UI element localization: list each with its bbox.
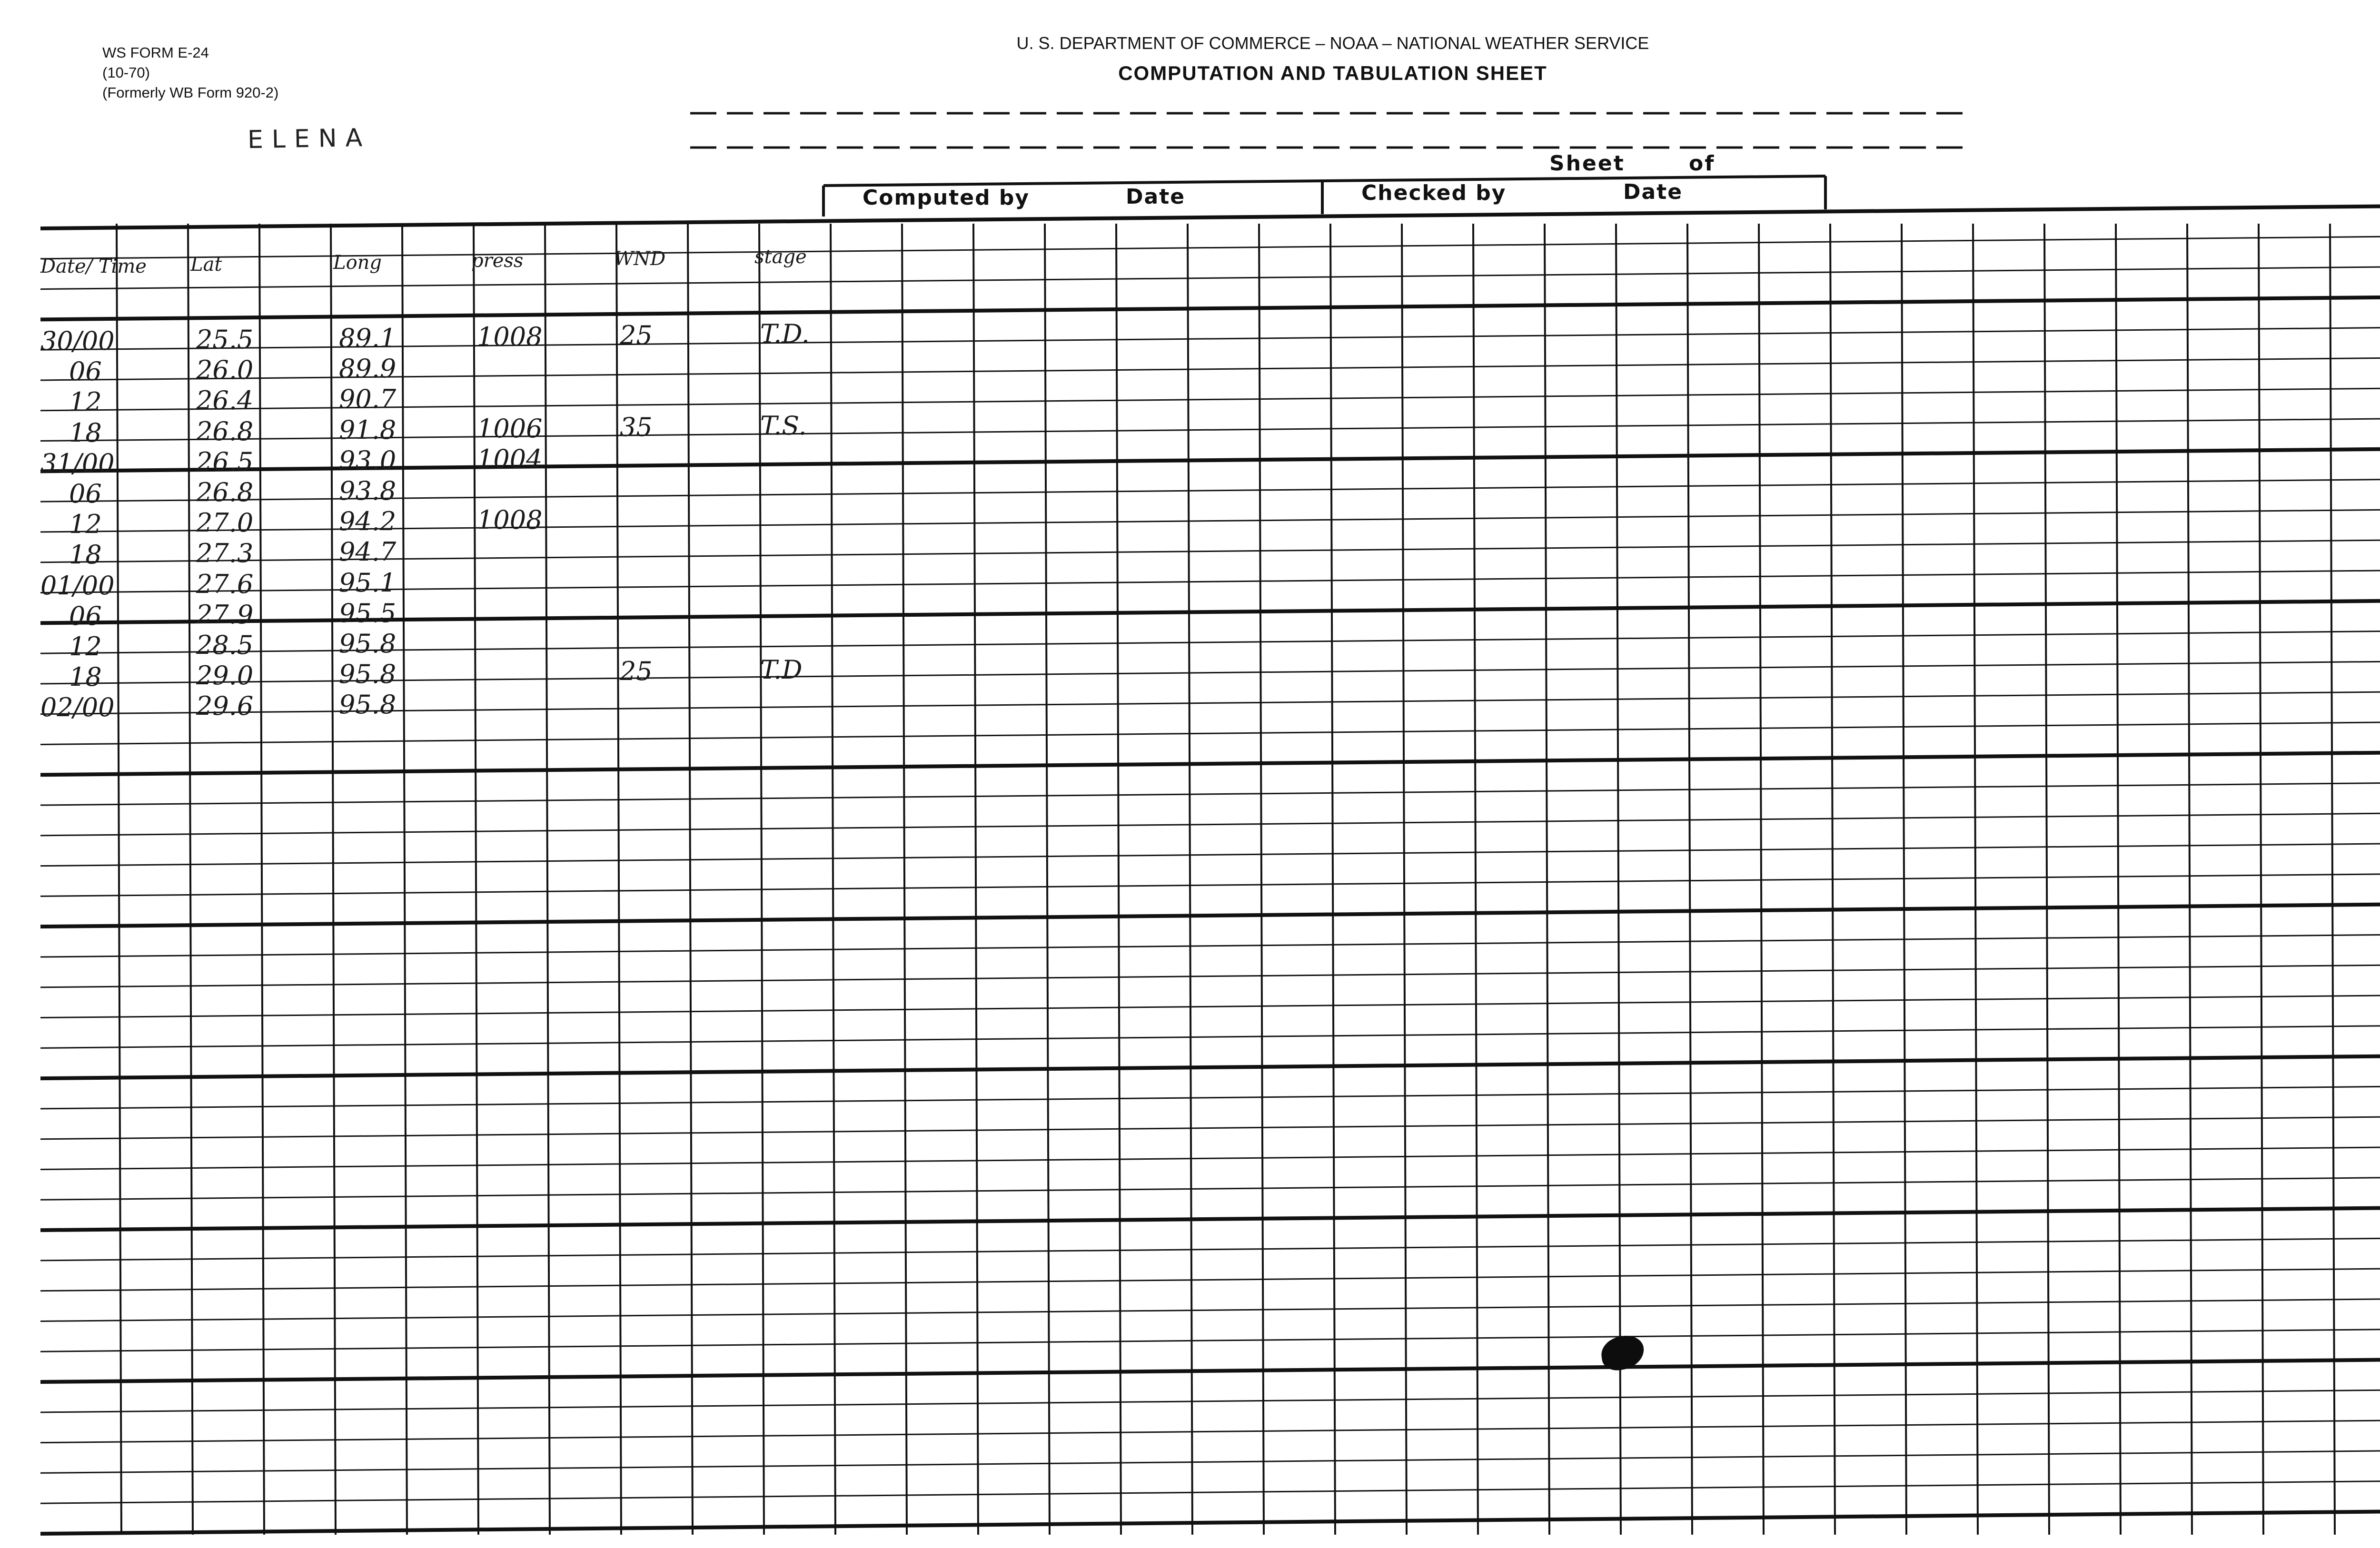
grid-rule xyxy=(40,995,2380,1018)
grid-rule xyxy=(40,965,2380,987)
cell-lon: 89.9 xyxy=(339,354,397,384)
cell-time: 12 xyxy=(69,509,102,540)
form-number: WS FORM E-24 xyxy=(102,44,209,61)
header-wind: WND xyxy=(614,248,666,270)
computed-date-label: Date xyxy=(1126,185,1186,209)
grid-column-line xyxy=(1188,224,1192,1535)
cell-lon: 95.8 xyxy=(339,659,397,690)
grid-rule xyxy=(40,1116,2380,1139)
cell-lat: 26.0 xyxy=(196,355,254,385)
grid-column-line xyxy=(973,224,978,1535)
grid-rule xyxy=(40,1025,2380,1048)
grid-rule xyxy=(40,843,2380,866)
cell-press: 1006 xyxy=(477,413,543,444)
cell-lon: 91.8 xyxy=(339,414,397,445)
cell-lat: 27.9 xyxy=(196,599,254,630)
cell-time: 01/00 xyxy=(40,570,115,601)
cell-press: 1004 xyxy=(477,444,543,474)
grid-rule xyxy=(40,1298,2380,1321)
cell-lat: 25.5 xyxy=(196,325,254,355)
grid-column-line xyxy=(1973,224,1978,1535)
cell-lat: 28.5 xyxy=(196,630,254,660)
grid-column-line xyxy=(331,224,336,1535)
cell-press: 1008 xyxy=(477,322,543,352)
grid-column-line xyxy=(831,224,835,1535)
cell-time: 18 xyxy=(69,417,102,448)
header-press: press xyxy=(471,250,524,272)
cell-wind: 25 xyxy=(620,320,653,350)
cell-time: 06 xyxy=(69,356,102,387)
grid-rule xyxy=(40,1086,2380,1109)
grid-rule xyxy=(40,1420,2380,1443)
form-edition: (10-70) xyxy=(102,64,150,81)
cell-lat: 26.8 xyxy=(196,477,254,507)
grid-column-line xyxy=(1687,224,1692,1535)
cell-lon: 89.1 xyxy=(339,323,397,353)
grid-rule-heavy xyxy=(40,904,2380,927)
grid-rule-heavy xyxy=(40,752,2380,775)
sheet-title: COMPUTATION AND TABULATION SHEET xyxy=(1118,62,1547,84)
storm-name: ELENA xyxy=(247,123,371,155)
header-long: Long xyxy=(333,252,382,274)
grid-column-line xyxy=(688,224,693,1535)
sheet-label: Sheet xyxy=(1549,151,1625,176)
grid-rule xyxy=(40,721,2380,744)
grid-rule xyxy=(40,1329,2380,1351)
grid-rule xyxy=(40,1268,2380,1291)
form-formerly: (Formerly WB Form 920-2) xyxy=(102,84,279,101)
cell-time: 06 xyxy=(69,479,102,509)
cell-press: 1008 xyxy=(477,505,543,535)
agency-line: U. S. DEPARTMENT OF COMMERCE – NOAA – NATIONAL WEATHER SERVICE xyxy=(1016,33,1649,53)
grid-rule xyxy=(40,1480,2380,1503)
grid-column-line xyxy=(545,224,550,1535)
cell-lon: 93.0 xyxy=(339,445,397,475)
cell-time: 12 xyxy=(69,387,102,417)
grid-rule xyxy=(40,1177,2380,1200)
cell-stage: T.D. xyxy=(760,319,810,349)
grid-column-line xyxy=(1259,224,1264,1535)
grid-column-line xyxy=(259,224,264,1535)
grid-column-line xyxy=(902,224,907,1535)
cell-lat: 27.3 xyxy=(196,538,254,569)
grid-rule xyxy=(40,782,2380,805)
cell-time: 02/00 xyxy=(40,692,115,723)
cell-lat: 27.6 xyxy=(196,569,254,599)
cell-lon: 95.8 xyxy=(339,690,397,720)
computed-by-label: Computed by xyxy=(863,186,1030,210)
cell-lat: 29.6 xyxy=(196,691,254,721)
cell-stage: T.S. xyxy=(760,410,807,441)
signoff-box-top xyxy=(823,176,1825,186)
grid-rule xyxy=(40,1390,2380,1412)
grid-rule-heavy xyxy=(40,206,2380,228)
grid-rule xyxy=(40,236,2380,259)
cell-lon: 94.7 xyxy=(339,537,397,567)
cell-time: 31/00 xyxy=(40,448,115,478)
checked-by-label: Checked by xyxy=(1361,181,1507,205)
grid-column-line xyxy=(2116,224,2121,1535)
cell-lat: 29.0 xyxy=(196,661,254,691)
cell-lon: 95.8 xyxy=(339,629,397,659)
grid-column-line xyxy=(402,224,407,1535)
cell-time: 18 xyxy=(69,662,102,692)
cell-lat: 26.8 xyxy=(196,416,254,446)
header-lat: Lat xyxy=(190,254,222,276)
grid-rule-heavy xyxy=(40,1511,2380,1534)
grid-column-line xyxy=(2044,224,2049,1535)
sheet-of-label: of xyxy=(1689,151,1716,176)
grid-rule xyxy=(40,266,2380,289)
grid-rule-heavy xyxy=(40,1207,2380,1230)
grid-rule xyxy=(40,934,2380,957)
cell-lon: 93.8 xyxy=(339,476,397,506)
grid-column-line xyxy=(1045,224,1050,1535)
cell-time: 06 xyxy=(69,601,102,631)
cell-lon: 95.1 xyxy=(339,567,397,598)
grid-rule xyxy=(40,1147,2380,1170)
grid-rule-heavy xyxy=(40,1359,2380,1382)
cell-wind: 25 xyxy=(620,656,653,687)
grid-column-line xyxy=(1759,224,1764,1535)
grid-column-line xyxy=(1116,224,1121,1535)
header-date-time: Date/ Time xyxy=(40,256,147,277)
grid-rule-heavy xyxy=(40,296,2380,319)
grid-column-line xyxy=(117,224,121,1535)
grid-column-line xyxy=(2330,224,2335,1535)
cell-wind: 35 xyxy=(620,412,653,442)
cell-stage: T.D xyxy=(760,655,803,685)
cell-time: 18 xyxy=(69,540,102,570)
checked-date-label: Date xyxy=(1623,180,1683,204)
cell-lat: 26.4 xyxy=(196,385,254,416)
cell-lon: 90.7 xyxy=(339,384,397,414)
cell-time: 30/00 xyxy=(40,326,115,356)
cell-time: 12 xyxy=(69,631,102,661)
cell-lat: 26.5 xyxy=(196,446,254,477)
grid-column-line xyxy=(1330,224,1335,1535)
grid-rule xyxy=(40,1238,2380,1261)
header-stage: stage xyxy=(754,246,807,268)
grid-rule xyxy=(40,1450,2380,1473)
cell-lat: 27.0 xyxy=(196,508,254,538)
grid-rule xyxy=(40,813,2380,836)
grid-rule-heavy xyxy=(40,1055,2380,1078)
cell-lon: 95.5 xyxy=(339,598,397,628)
grid-column-line xyxy=(188,224,193,1535)
grid-rule xyxy=(40,873,2380,896)
cell-lon: 94.2 xyxy=(339,506,397,537)
